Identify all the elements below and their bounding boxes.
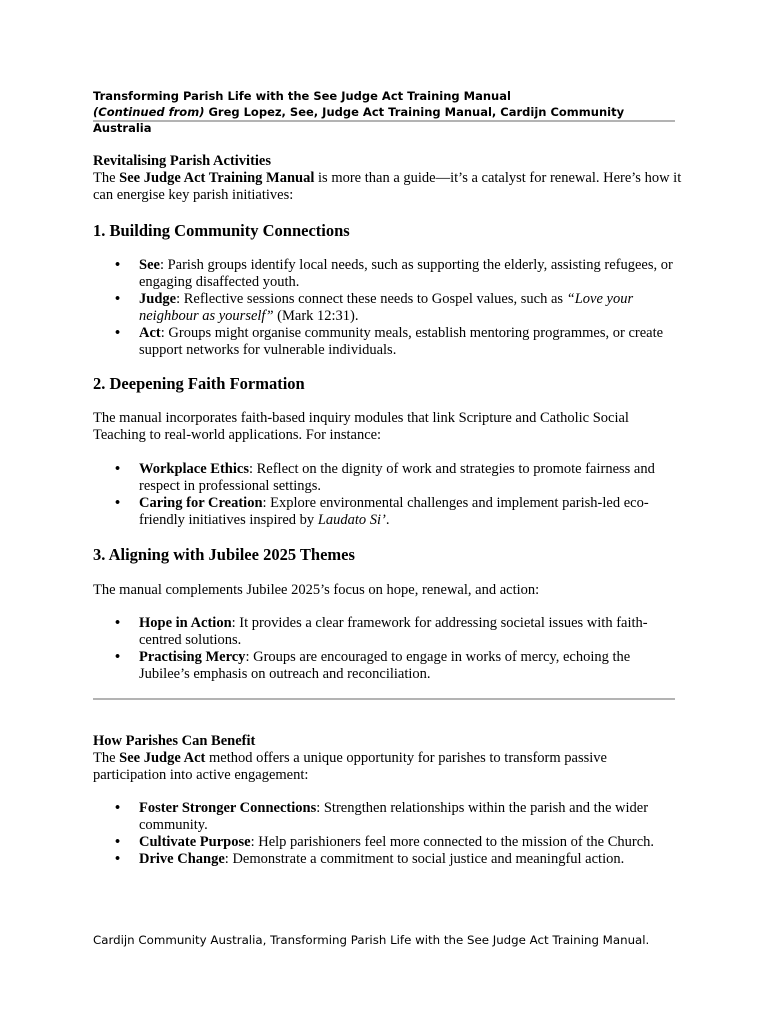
benefit-title: How Parishes Can Benefit	[93, 733, 256, 749]
revitalising-intro	[93, 170, 683, 204]
list-item	[93, 495, 683, 529]
intro-bold: See Judge Act	[119, 750, 206, 766]
section2-list	[93, 461, 683, 529]
intro-post: is more than a guide—it’s a catalyst for renewal. Here’s how it can energise key parish initiatives:	[93, 170, 682, 203]
intro-post: method offers a unique opportunity for parishes to transform passive participation into active engagement:	[93, 750, 607, 783]
list-item	[93, 800, 683, 834]
list-item	[93, 461, 683, 495]
item-term: Workplace Ethics	[139, 461, 249, 477]
item-text: : It provides a clear framework for addressing societal issues with faith-centred solutions.	[139, 615, 648, 648]
item-quote: “Love your neighbour as yourself”	[139, 291, 634, 324]
list-item	[93, 615, 683, 649]
list-item	[93, 291, 683, 325]
item-tail: (Mark 12:31).	[273, 308, 359, 324]
page-footer: Cardijn Community Australia, Transforming Parish Life with the See Judge Act Training Manual.	[93, 933, 650, 947]
item-term: See	[139, 257, 160, 273]
item-text: : Reflect on the dignity of work and strategies to promote fairness and respect in professional settings.	[139, 461, 655, 494]
item-text: : Strengthen relationships within the parish and the wider community.	[139, 800, 649, 833]
section1-heading: 1. Building Community Connections	[93, 221, 350, 240]
header-continued-label: (Continued from)	[93, 105, 205, 119]
item-term: Practising Mercy	[139, 649, 246, 665]
section2-heading: 2. Deepening Faith Formation	[93, 374, 305, 393]
list-item	[93, 851, 683, 868]
item-term: Judge	[139, 291, 177, 307]
benefit-list	[93, 800, 683, 868]
header-source: Greg Lopez, See, Judge Act Training Manual, Cardijn Community Australia	[93, 105, 625, 135]
header-divider	[93, 120, 675, 122]
revitalising-title: Revitalising Parish Activities	[93, 153, 272, 169]
list-item	[93, 834, 683, 851]
intro-bold: See Judge Act Training Manual	[119, 170, 315, 186]
item-text: : Explore environmental challenges and implement parish-led eco-friendly initiatives inspired by	[139, 495, 649, 528]
item-term: Act	[139, 325, 161, 341]
benefit-intro	[93, 750, 683, 784]
list-item	[93, 325, 683, 359]
revitalising-section	[93, 153, 683, 204]
item-term: Caring for Creation	[139, 495, 263, 511]
list-item	[93, 257, 683, 291]
section1-list	[93, 257, 683, 359]
item-term: Hope in Action	[139, 615, 232, 631]
section3-intro: The manual complements Jubilee 2025’s focus on hope, renewal, and action:	[93, 582, 540, 598]
item-term: Cultivate Purpose	[139, 834, 251, 850]
item-term: Drive Change	[139, 851, 225, 867]
item-term: Foster Stronger Connections	[139, 800, 317, 816]
item-quote: Laudato Si’	[317, 512, 386, 528]
item-text: : Help parishioners feel more connected to the mission of the Church.	[250, 834, 655, 850]
item-text: : Reflective sessions connect these needs to Gospel values, such as	[176, 291, 567, 307]
item-text: : Demonstrate a commitment to social justice and meaningful action.	[224, 851, 625, 867]
intro-pre: The	[93, 170, 120, 186]
section2-intro: The manual incorporates faith-based inquiry modules that link Scripture and Catholic Social Teaching to real-world applications. For instance:	[93, 410, 629, 443]
page-header	[93, 88, 675, 136]
list-item	[93, 649, 683, 683]
item-text: : Groups are encouraged to engage in works of mercy, echoing the Jubilee’s emphasis on outreach and reconciliation.	[139, 649, 631, 682]
section3-list	[93, 615, 683, 683]
item-text: : Groups might organise community meals, establish mentoring programmes, or create support networks for vulnerable individuals.	[139, 325, 664, 358]
section-divider	[93, 698, 675, 700]
intro-pre: The	[93, 750, 120, 766]
header-title: Transforming Parish Life with the See Judge Act Training Manual	[93, 89, 511, 103]
section3-heading: 3. Aligning with Jubilee 2025 Themes	[93, 545, 355, 564]
item-tail: .	[385, 512, 390, 528]
benefit-section	[93, 733, 683, 784]
item-text: : Parish groups identify local needs, such as supporting the elderly, assisting refugees, or engaging disaffected youth.	[139, 257, 673, 290]
